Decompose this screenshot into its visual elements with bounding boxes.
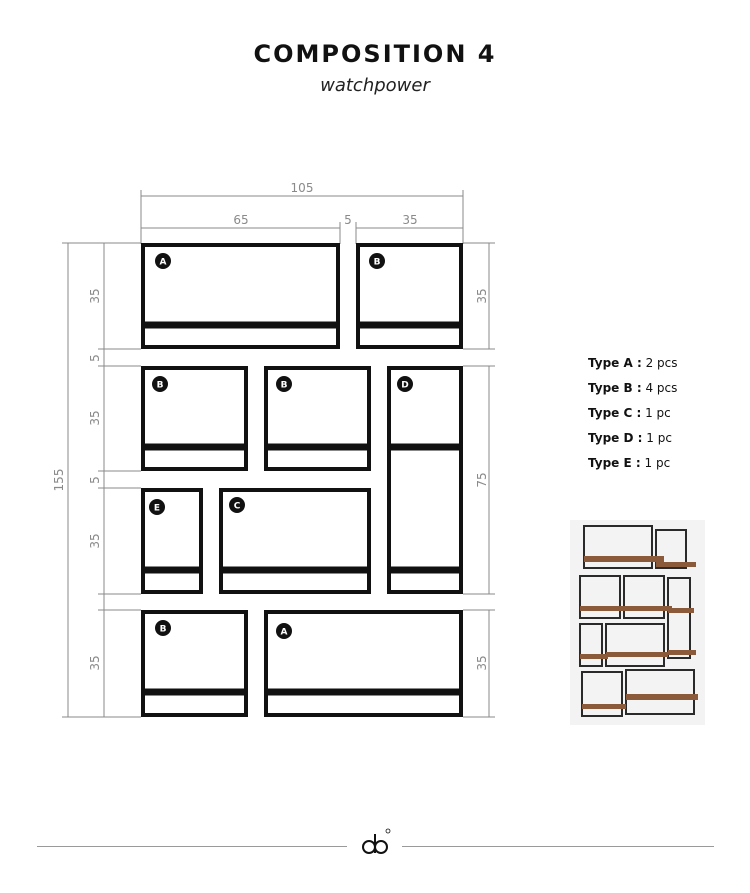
badge-5: [397, 376, 413, 392]
legend-label: Type E :: [588, 456, 641, 470]
page-subtitle: watchpower: [320, 75, 430, 96]
badge-8: [155, 620, 171, 636]
shelf-modules: [143, 245, 461, 715]
legend-count: 4 pcs: [645, 381, 678, 395]
dim-right-row-2: 75: [475, 472, 489, 488]
dim-right-row-3: 35: [475, 655, 489, 671]
module-9: [266, 612, 461, 715]
badge-2: [369, 253, 385, 269]
footer-line-left: [37, 846, 347, 847]
legend-row-d: [588, 430, 678, 455]
badge-4: [276, 376, 292, 392]
dim-left-row-1: 35: [88, 288, 102, 304]
badge-9: [276, 623, 292, 639]
badge-7: [229, 497, 245, 513]
dim-left-row-2: 5: [88, 354, 102, 362]
product-photo: [570, 520, 705, 725]
legend-label: Type B :: [588, 381, 642, 395]
legend-label: Type A :: [588, 356, 642, 370]
page-title: COMPOSITION 4: [253, 40, 497, 68]
dim-left-row-5: 35: [88, 533, 102, 549]
dimension-lines: [62, 190, 495, 717]
badge-6: [149, 499, 165, 515]
legend-count: 2 pcs: [645, 356, 678, 370]
db-logo-icon: [358, 826, 392, 860]
dimension-labels: [52, 181, 489, 671]
legend-row-a: [588, 355, 678, 380]
legend-label: Type C :: [588, 406, 642, 420]
type-legend: [588, 355, 678, 480]
dim-left-row-3: 35: [88, 410, 102, 426]
dim-left-row-6: 35: [88, 655, 102, 671]
dim-left-row-4: 5: [88, 476, 102, 484]
legend-count: 1 pc: [646, 431, 672, 445]
module-5: [389, 368, 461, 592]
badge-1: [155, 253, 171, 269]
legend-count: 1 pc: [644, 456, 671, 470]
legend-row-b: [588, 380, 678, 405]
dim-width-a: 65: [233, 213, 249, 227]
badge-letter: A: [280, 627, 288, 638]
badge-letter: B: [156, 380, 164, 391]
badge-letter: E: [153, 503, 161, 514]
badge-letter: C: [233, 501, 241, 512]
dim-width-b: 35: [402, 213, 418, 227]
legend-row-c: [588, 405, 678, 430]
legend-label: Type D :: [588, 431, 643, 445]
badge-3: [152, 376, 168, 392]
badge-letter: D: [401, 380, 409, 391]
dim-right-row-1: 35: [475, 288, 489, 304]
module-1: [143, 245, 338, 347]
badge-letter: A: [159, 257, 167, 268]
dim-gap: 5: [344, 213, 352, 227]
dim-total-width: 105: [290, 181, 314, 195]
badge-letter: B: [280, 380, 288, 391]
badge-letter: B: [159, 624, 167, 635]
legend-count: 1 pc: [645, 406, 671, 420]
dim-total-height: 155: [52, 468, 66, 492]
footer-line-right: [402, 846, 714, 847]
badge-letter: B: [373, 257, 381, 268]
legend-row-e: [588, 455, 678, 480]
